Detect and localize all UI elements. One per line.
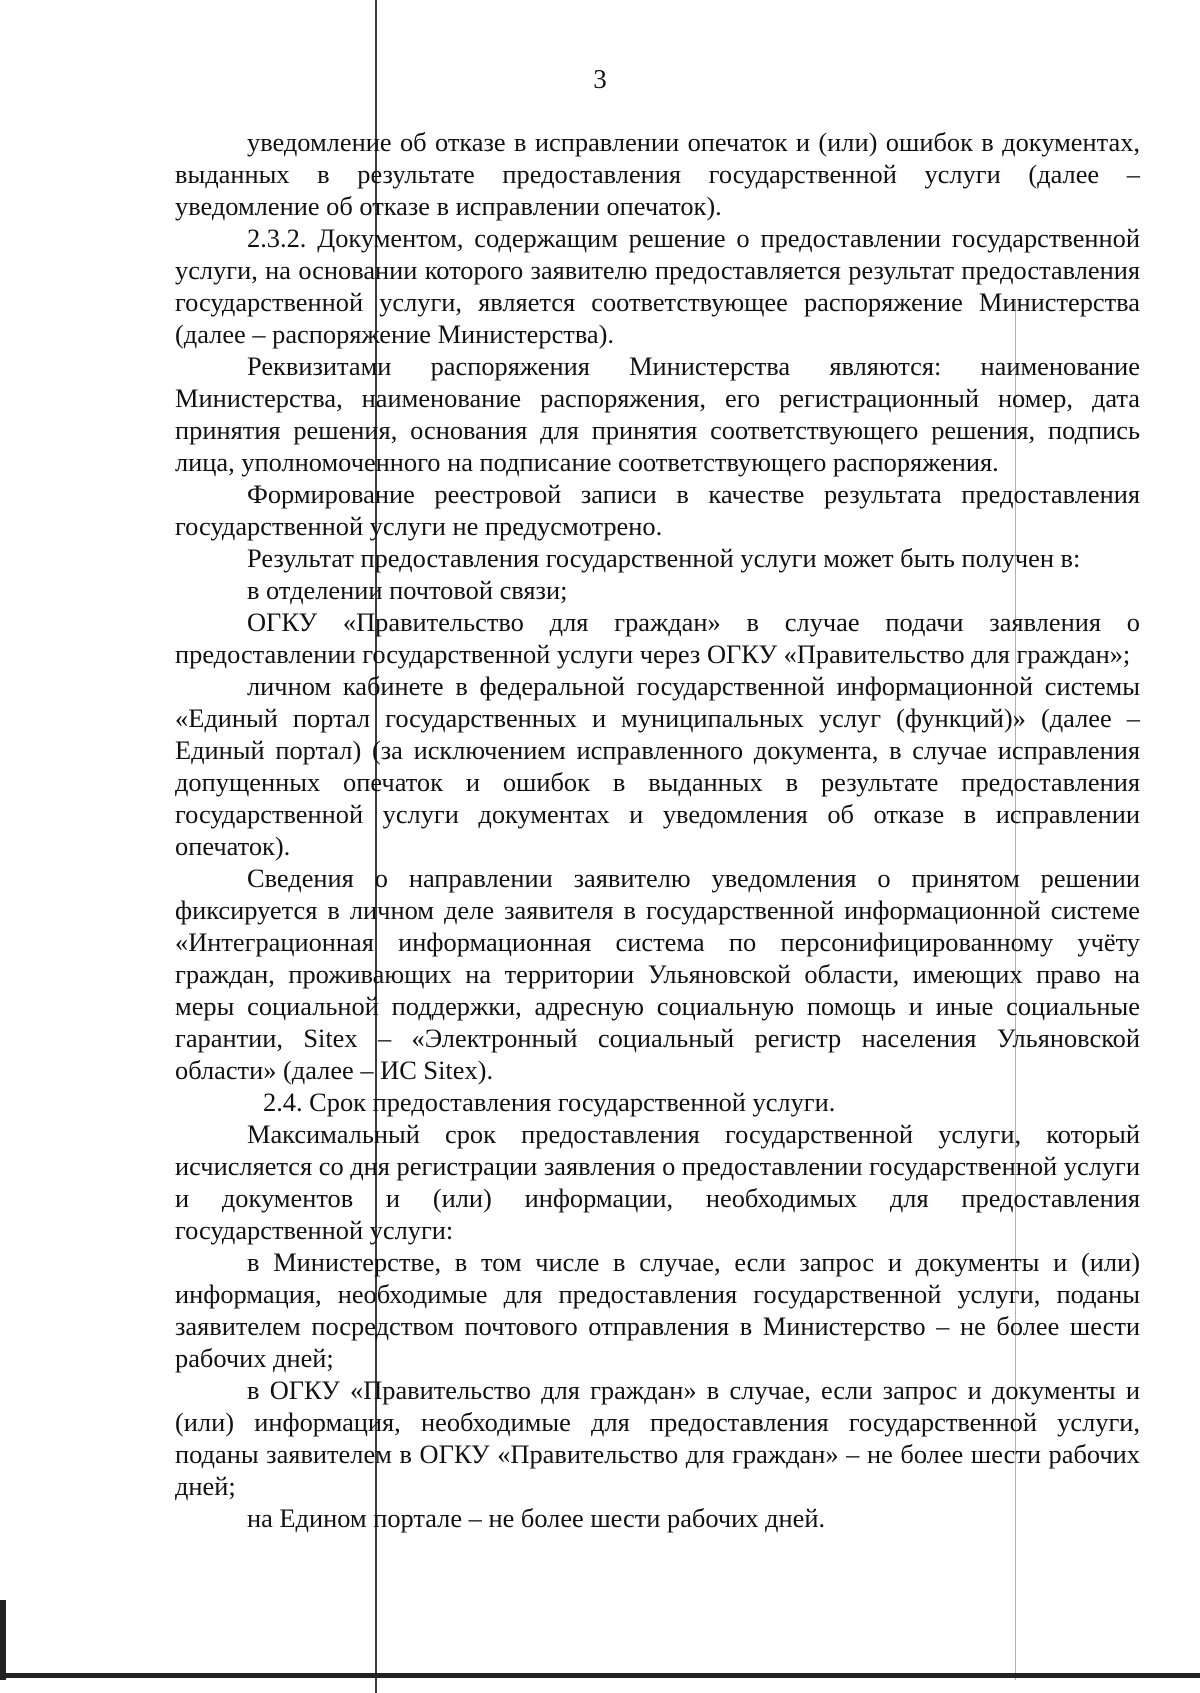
scan-artifact-edge (0, 1600, 6, 1680)
paragraph: на Едином портале – не более шести рабочих дней. (247, 1503, 826, 1533)
paragraph: личном кабинете в федеральной государственной информационной системы «Единый портал государственных и муниципальных услуг (функций)» (далее – Единый портал) (за исключением исправленного документа, в случае исправления допущенных опечаток и ошибок в выданных в результате предоставления государственной услуги документах и уведомления об отказе в исправлении опечаток). (175, 671, 1140, 861)
section-heading: 2.4. Срок предоставления государственной услуги. (263, 1087, 836, 1117)
paragraph: Формирование реестровой записи в качестве результата предоставления государственной услуги не предусмотрено. (175, 479, 1140, 541)
page-number: 3 (593, 64, 607, 94)
paragraph: в отделении почтовой связи; (247, 575, 568, 605)
document-body (175, 126, 1140, 1534)
paragraph: Результат предоставления государственной услуги может быть получен в: (247, 543, 1081, 573)
paragraph: ОГКУ «Правительство для граждан» в случае подачи заявления о предоставлении государственной услуги через ОГКУ «Правительство для граждан»; (175, 607, 1140, 669)
scan-artifact-edge (0, 1673, 1200, 1678)
paragraph: в Министерстве, в том числе в случае, если запрос и документы и (или) информация, необходимые для предоставления государственной услуги, поданы заявителем посредством почтового отправления в Министерство – не более шести рабочих дней; (175, 1247, 1140, 1373)
paragraph: Сведения о направлении заявителю уведомления о принятом решении фиксируется в личном деле заявителя в государственной информационной системе «Интеграционная информационная система по персонифицированному учёту граждан, проживающих на территории Ульяновской области, имеющих право на меры социальной поддержки, адресную социальную помощь и иные социальные гарантии, Sitex – «Электронный социальный регистр населения Ульяновской области» (далее – ИС Sitex). (175, 863, 1140, 1085)
paragraph: в ОГКУ «Правительство для граждан» в случае, если запрос и документы и (или) информация, необходимые для предоставления государственной услуги, поданы заявителем в ОГКУ «Правительство для граждан» – не более шести рабочих дней; (175, 1375, 1140, 1501)
paragraph: Реквизитами распоряжения Министерства являются: наименование Министерства, наименование распоряжения, его регистрационный номер, дата принятия решения, основания для принятия соответствующего решения, подпись лица, уполномоченного на подписание соответствующего распоряжения. (175, 351, 1140, 477)
paragraph: 2.3.2. Документом, содержащим решение о предоставлении государственной услуги, на основании которого заявителю предоставляется результат предоставления государственной услуги, является соответствующее распоряжение Министерства (далее – распоряжение Министерства). (175, 223, 1140, 349)
paragraph: Максимальный срок предоставления государственной услуги, который исчисляется со дня регистрации заявления о предоставлении государственной услуги и документов и (или) информации, необходимых для предоставления государственной услуги: (175, 1119, 1140, 1245)
paragraph: уведомление об отказе в исправлении опечаток и (или) ошибок в документах, выданных в результате предоставления государственной услуги (далее – уведомление об отказе в исправлении опечаток). (175, 127, 1140, 221)
